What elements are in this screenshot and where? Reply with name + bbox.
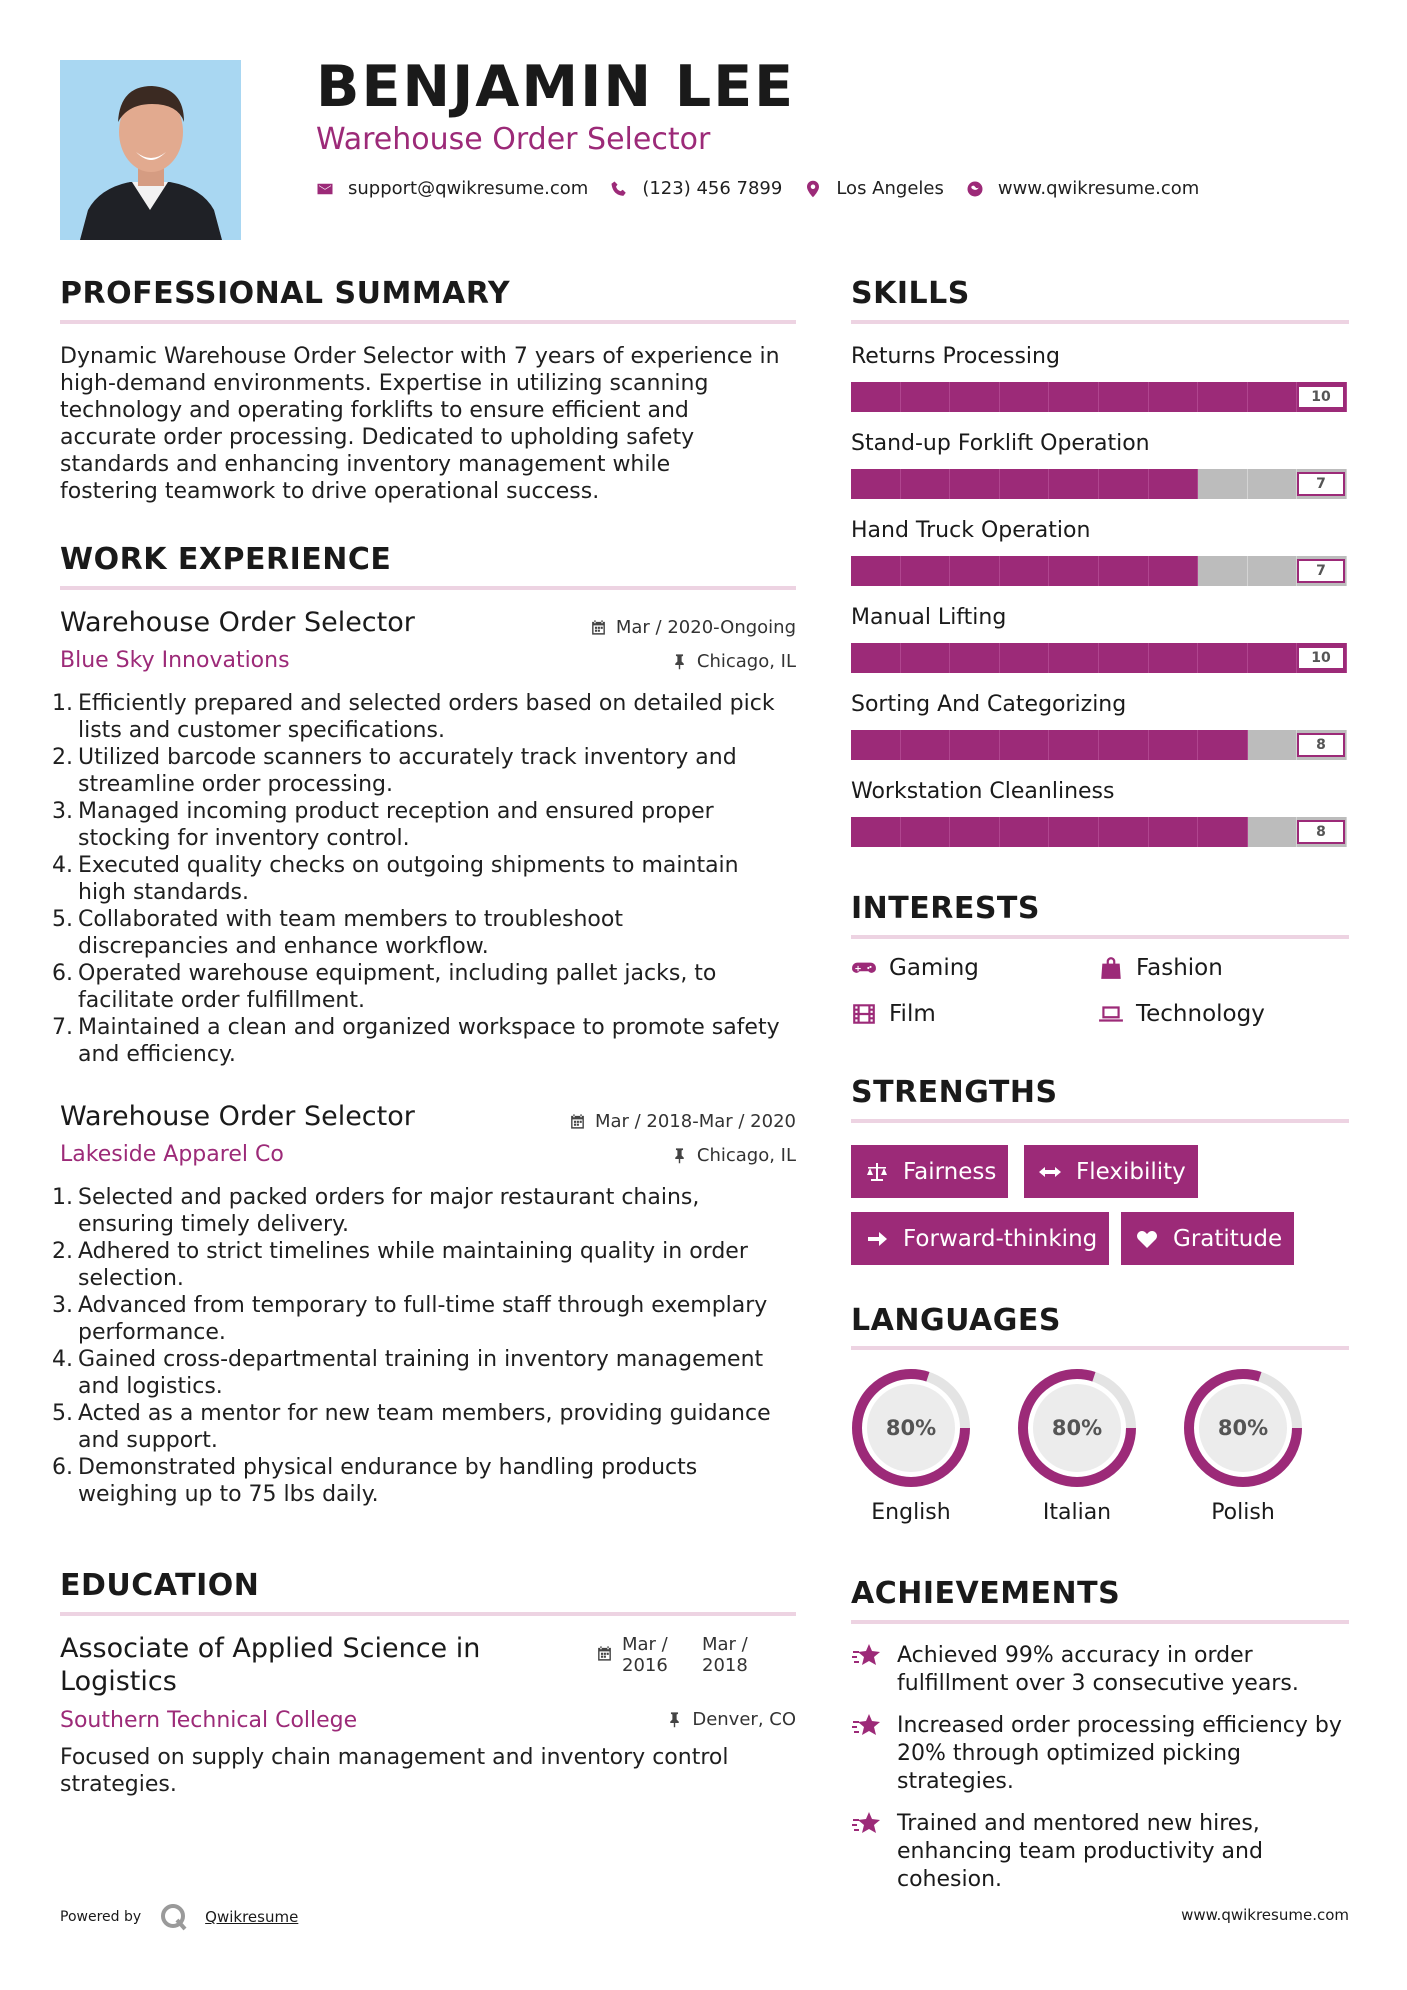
arrow-right-icon	[865, 1227, 889, 1251]
interests-divider	[851, 935, 1349, 939]
list-number: 6.	[52, 961, 73, 986]
list-item	[52, 1346, 802, 1400]
strength-label: Flexibility	[1076, 1158, 1186, 1185]
education-start	[622, 1634, 702, 1676]
skill-level-value: 8	[1297, 820, 1345, 844]
pushpin-icon	[671, 1147, 688, 1164]
list-text: Executed quality checks on outgoing shipments to maintain	[78, 853, 739, 878]
achievement-line: Increased order processing efficiency by	[897, 1713, 1342, 1738]
skill-level-value: 8	[1297, 733, 1345, 757]
list-number: 3.	[52, 799, 73, 824]
skill-level-value: 10	[1297, 385, 1345, 409]
pushpin-icon	[666, 1711, 683, 1728]
interest-label: Technology	[1136, 1001, 1265, 1027]
skill-level-segment	[901, 556, 951, 586]
list-text: stocking for inventory control.	[78, 826, 410, 851]
skill-level-segment	[1198, 643, 1248, 673]
star-icon	[851, 1712, 883, 1740]
summary-text	[60, 343, 820, 505]
job-location	[671, 651, 796, 672]
map-marker-icon	[804, 180, 822, 198]
degree-line: Logistics	[60, 1666, 177, 1697]
achievement-line: fulfillment over 3 consecutive years.	[897, 1671, 1299, 1696]
star-icon	[851, 1810, 883, 1838]
summary-divider	[60, 320, 796, 324]
date-line: 2016	[622, 1655, 668, 1676]
skill-level-segment	[950, 730, 1000, 760]
achievement-item	[851, 1712, 1361, 1796]
interest-fashion	[1098, 955, 1223, 981]
skill-level-segment	[1049, 730, 1099, 760]
list-text: Advanced from temporary to full-time staff through exemplary	[78, 1293, 768, 1318]
job-dates	[569, 1111, 796, 1132]
job-title: Warehouse Order Selector	[60, 607, 415, 638]
strength-flexibility	[1024, 1145, 1198, 1198]
job-dates-text: Mar / 2020-Ongoing	[615, 617, 796, 638]
job-bullets	[52, 1184, 802, 1508]
footer-website[interactable]: www.qwikresume.com	[1181, 1906, 1349, 1924]
skill-level-segment	[901, 469, 951, 499]
skill-name: Hand Truck Operation	[851, 518, 1091, 543]
candidate-name: BENJAMIN LEE	[316, 54, 796, 120]
summary-line: standards and enhancing inventory management while	[60, 452, 671, 477]
list-number: 4.	[52, 853, 73, 878]
email-text: support@qwikresume.com	[348, 178, 589, 199]
job-company: Lakeside Apparel Co	[60, 1142, 284, 1167]
laptop-icon	[1098, 1001, 1124, 1027]
language-item	[849, 1366, 973, 1525]
skill-level-segment	[1248, 556, 1298, 586]
skill-level-segment	[851, 730, 901, 760]
skill-level-segment	[1000, 382, 1050, 412]
achievement-item	[851, 1810, 1361, 1894]
skill-level-bar	[851, 643, 1347, 673]
interest-label: Fashion	[1136, 955, 1223, 981]
skill-level-segment	[1248, 817, 1298, 847]
list-number: 1.	[52, 1185, 73, 1210]
interest-label: Gaming	[889, 955, 979, 981]
list-text: and efficiency.	[78, 1042, 236, 1067]
skill-level-segment	[851, 817, 901, 847]
skill-level-bar	[851, 730, 1347, 760]
list-item	[52, 1400, 802, 1454]
achievement-line: Trained and mentored new hires,	[897, 1811, 1260, 1836]
language-name: English	[871, 1500, 951, 1525]
list-text: Managed incoming product reception and ensured proper	[78, 799, 714, 824]
skill-level-segment	[1198, 382, 1248, 412]
heart-icon	[1135, 1227, 1159, 1251]
skill-level-value: 7	[1297, 559, 1345, 583]
skill-level-segment	[1099, 730, 1149, 760]
list-number: 2.	[52, 745, 73, 770]
skill-level-value: 10	[1297, 646, 1345, 670]
date-line: Mar /	[702, 1634, 748, 1655]
skill-name: Returns Processing	[851, 344, 1060, 369]
language-percent: 80%	[1217, 1416, 1269, 1440]
list-item	[52, 852, 802, 906]
language-percent: 80%	[1051, 1416, 1103, 1440]
calendar-icon	[596, 1645, 613, 1662]
balance-scale-icon	[865, 1160, 889, 1184]
skill-name: Workstation Cleanliness	[851, 779, 1115, 804]
phone-text: (123) 456 7899	[642, 178, 783, 199]
strengths-heading: STRENGTHS	[851, 1075, 1058, 1110]
skill-level-segment	[901, 817, 951, 847]
language-proficiency-ring	[1015, 1366, 1139, 1490]
skill-level-segment	[851, 643, 901, 673]
education-location-text: Denver, CO	[692, 1709, 796, 1730]
qwikresume-logo-icon	[159, 1902, 189, 1932]
powered-by-label: Powered by	[60, 1909, 142, 1925]
job-dates-text: Mar / 2018-Mar / 2020	[594, 1111, 796, 1132]
summary-line: technology and operating forklifts to ensure efficient and	[60, 398, 689, 423]
skill-level-segment	[1149, 382, 1199, 412]
gamepad-icon	[851, 955, 877, 981]
skill-level-segment	[901, 382, 951, 412]
globe-icon	[966, 180, 984, 198]
list-item	[52, 690, 802, 744]
summary-line: accurate order processing. Dedicated to upholding safety	[60, 425, 695, 450]
skill-level-segment	[1248, 382, 1298, 412]
interest-label: Film	[889, 1001, 936, 1027]
interests-heading: INTERESTS	[851, 891, 1040, 926]
skill-level-segment	[851, 382, 901, 412]
list-text: Selected and packed orders for major restaurant chains,	[78, 1185, 700, 1210]
education-description	[60, 1744, 820, 1798]
languages-divider	[851, 1346, 1349, 1350]
achievements-heading: ACHIEVEMENTS	[851, 1576, 1121, 1611]
list-number: 5.	[52, 1401, 73, 1426]
candidate-title: Warehouse Order Selector	[316, 122, 711, 157]
job-bullets	[52, 690, 802, 1068]
skill-level-segment	[1099, 556, 1149, 586]
skill-level-segment	[1149, 556, 1199, 586]
list-number: 5.	[52, 907, 73, 932]
list-item	[52, 1454, 802, 1508]
education-degree	[60, 1632, 530, 1698]
achievement-line: enhancing team productivity and	[897, 1839, 1263, 1864]
contact-location	[804, 178, 944, 199]
skill-level-segment	[950, 382, 1000, 412]
skill-level-bar	[851, 469, 1347, 499]
summary-line: high-demand environments. Expertise in utilizing scanning	[60, 371, 709, 396]
list-number: 1.	[52, 691, 73, 716]
list-item	[52, 1184, 802, 1238]
skill-level-segment	[1248, 469, 1298, 499]
job-title: Warehouse Order Selector	[60, 1101, 415, 1132]
skill-level-segment	[1198, 730, 1248, 760]
skill-level-segment	[950, 643, 1000, 673]
achievement-line: strategies.	[897, 1769, 1014, 1794]
achievement-line: Achieved 99% accuracy in order	[897, 1643, 1253, 1668]
list-text: and support.	[78, 1428, 218, 1453]
education-heading: EDUCATION	[60, 1568, 260, 1603]
skill-level-segment	[1198, 817, 1248, 847]
education-end	[702, 1634, 782, 1676]
language-item	[1015, 1366, 1139, 1525]
job-dates	[590, 617, 796, 638]
achievement-line: cohesion.	[897, 1867, 1003, 1892]
achievement-text	[897, 1810, 1263, 1894]
skill-level-segment	[1000, 643, 1050, 673]
skill-level-segment	[851, 556, 901, 586]
skill-level-segment	[1149, 817, 1199, 847]
job-company: Blue Sky Innovations	[60, 648, 290, 673]
language-proficiency-ring	[1181, 1366, 1305, 1490]
calendar-icon	[569, 1113, 586, 1130]
language-percent: 80%	[885, 1416, 937, 1440]
skill-level-segment	[1099, 469, 1149, 499]
list-text: Gained cross-departmental training in inventory management	[78, 1347, 764, 1372]
interest-gaming	[851, 955, 979, 981]
contact-email[interactable]	[316, 178, 588, 199]
languages-heading: LANGUAGES	[851, 1303, 1061, 1338]
skill-level-segment	[950, 469, 1000, 499]
language-name: Polish	[1211, 1500, 1275, 1525]
skill-level-segment	[950, 556, 1000, 586]
list-text: lists and customer specifications.	[78, 718, 445, 743]
skill-name: Stand-up Forklift Operation	[851, 431, 1150, 456]
list-text: Utilized barcode scanners to accurately track inventory and	[78, 745, 737, 770]
list-number: 2.	[52, 1239, 73, 1264]
list-text: selection.	[78, 1266, 184, 1291]
skill-level-bar	[851, 382, 1347, 412]
skill-level-segment	[851, 469, 901, 499]
list-text: Adhered to strict timelines while maintaining quality in order	[78, 1239, 748, 1264]
skill-level-segment	[1099, 817, 1149, 847]
list-text: discrepancies and enhance workflow.	[78, 934, 489, 959]
strengths-divider	[851, 1119, 1349, 1123]
list-text: Collaborated with team members to troubleshoot	[78, 907, 623, 932]
job-location-text: Chicago, IL	[696, 1145, 796, 1166]
skill-level-segment	[1099, 643, 1149, 673]
skill-level-segment	[1248, 730, 1298, 760]
education-desc-line: strategies.	[60, 1772, 177, 1797]
star-icon	[851, 1642, 883, 1670]
skill-level-segment	[1049, 643, 1099, 673]
list-item	[52, 744, 802, 798]
list-text: weighing up to 75 lbs daily.	[78, 1482, 379, 1507]
contact-website[interactable]	[966, 178, 1199, 199]
skill-level-segment	[1198, 469, 1248, 499]
profile-photo-image	[60, 60, 241, 240]
list-number: 6.	[52, 1455, 73, 1480]
strength-gratitude	[1121, 1212, 1294, 1265]
skill-level-segment	[901, 643, 951, 673]
skill-level-segment	[1149, 469, 1199, 499]
skill-level-segment	[1000, 469, 1050, 499]
strength-label: Fairness	[903, 1158, 997, 1185]
list-text: Operated warehouse equipment, including pallet jacks, to	[78, 961, 717, 986]
date-line: 2018	[702, 1655, 748, 1676]
skill-level-value: 7	[1297, 472, 1345, 496]
achievement-text	[897, 1712, 1342, 1796]
skill-level-segment	[1049, 556, 1099, 586]
list-number: 4.	[52, 1347, 73, 1372]
list-text: performance.	[78, 1320, 226, 1345]
list-text: Acted as a mentor for new team members, providing guidance	[78, 1401, 771, 1426]
contact-bar	[316, 178, 1221, 199]
skills-heading: SKILLS	[851, 276, 970, 311]
education-school: Southern Technical College	[60, 1708, 358, 1733]
footer-powered-by	[60, 1902, 298, 1932]
strength-label: Gratitude	[1173, 1225, 1283, 1252]
list-text: ensuring timely delivery.	[78, 1212, 349, 1237]
achievement-text	[897, 1642, 1299, 1698]
list-item	[52, 906, 802, 960]
website-text: www.qwikresume.com	[997, 178, 1200, 199]
skills-divider	[851, 320, 1349, 324]
brand-link[interactable]: Qwikresume	[205, 1908, 299, 1926]
location-text: Los Angeles	[836, 178, 944, 199]
education-divider	[60, 1612, 796, 1616]
job-location-text: Chicago, IL	[696, 651, 796, 672]
skill-level-segment	[950, 817, 1000, 847]
list-text: facilitate order fulfillment.	[78, 988, 365, 1013]
date-line: Mar /	[622, 1634, 668, 1655]
list-text: streamline order processing.	[78, 772, 394, 797]
phone-icon	[610, 180, 628, 198]
skill-level-segment	[1000, 817, 1050, 847]
envelope-icon	[316, 180, 334, 198]
list-number: 3.	[52, 1293, 73, 1318]
list-item	[52, 1238, 802, 1292]
language-name: Italian	[1042, 1500, 1112, 1525]
skill-level-segment	[1049, 469, 1099, 499]
summary-line: fostering teamwork to drive operational success.	[60, 479, 600, 504]
skill-level-segment	[901, 730, 951, 760]
skill-level-segment	[1248, 643, 1298, 673]
calendar-icon	[590, 619, 607, 636]
skill-level-segment	[1099, 382, 1149, 412]
experience-heading: WORK EXPERIENCE	[60, 542, 392, 577]
skill-level-segment	[1049, 817, 1099, 847]
strength-fairness	[851, 1145, 1008, 1198]
skill-level-segment	[1149, 643, 1199, 673]
skill-level-bar	[851, 556, 1347, 586]
education-desc-line: Focused on supply chain management and inventory control	[60, 1745, 729, 1770]
list-item	[52, 1014, 802, 1068]
list-text: Maintained a clean and organized workspace to promote safety	[78, 1015, 780, 1040]
skill-level-segment	[1149, 730, 1199, 760]
achievements-divider	[851, 1620, 1349, 1624]
film-icon	[851, 1001, 877, 1027]
list-text: and logistics.	[78, 1374, 223, 1399]
achievement-line: 20% through optimized picking	[897, 1741, 1242, 1766]
list-text: Efficiently prepared and selected orders based on detailed pick	[78, 691, 775, 716]
language-item	[1181, 1366, 1305, 1525]
language-proficiency-ring	[849, 1366, 973, 1490]
interest-technology	[1098, 1001, 1265, 1027]
arrows-horizontal-icon	[1038, 1160, 1062, 1184]
shopping-bag-icon	[1098, 955, 1124, 981]
profile-photo	[60, 60, 241, 240]
skill-level-segment	[1049, 382, 1099, 412]
list-text: high standards.	[78, 880, 249, 905]
list-item	[52, 960, 802, 1014]
achievement-item	[851, 1642, 1361, 1698]
skill-level-segment	[1000, 730, 1050, 760]
skill-level-segment	[1000, 556, 1050, 586]
contact-phone[interactable]	[610, 178, 782, 199]
experience-divider	[60, 586, 796, 590]
list-text: Demonstrated physical endurance by handling products	[78, 1455, 698, 1480]
interest-film	[851, 1001, 936, 1027]
list-item	[52, 1292, 802, 1346]
summary-heading: PROFESSIONAL SUMMARY	[60, 276, 511, 311]
skill-name: Manual Lifting	[851, 605, 1007, 630]
education-dates	[596, 1634, 782, 1676]
skill-name: Sorting And Categorizing	[851, 692, 1127, 717]
list-item	[52, 798, 802, 852]
job-location	[671, 1145, 796, 1166]
summary-line: Dynamic Warehouse Order Selector with 7 years of experience in	[60, 344, 780, 369]
pushpin-icon	[671, 653, 688, 670]
degree-line: Associate of Applied Science in	[60, 1633, 481, 1664]
skill-level-bar	[851, 817, 1347, 847]
strength-forward-thinking	[851, 1212, 1109, 1265]
list-number: 7.	[52, 1015, 73, 1040]
strength-label: Forward-thinking	[903, 1225, 1098, 1252]
education-location	[666, 1709, 796, 1730]
skill-level-segment	[1198, 556, 1248, 586]
